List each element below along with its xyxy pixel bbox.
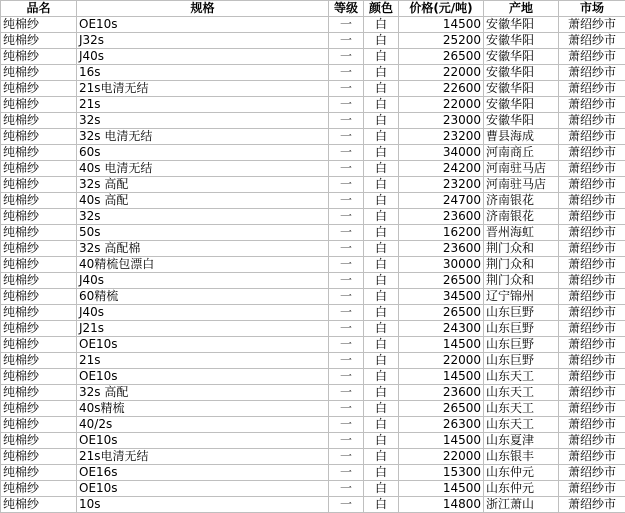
cell-spec: 21s bbox=[77, 97, 329, 113]
cell-price: 22000 bbox=[399, 65, 484, 81]
cell-origin: 安徽华阳 bbox=[484, 17, 559, 33]
cell-grade: 一 bbox=[329, 401, 364, 417]
cell-name: 纯棉纱 bbox=[1, 369, 77, 385]
table-row bbox=[1, 417, 625, 433]
cell-color: 白 bbox=[364, 273, 399, 289]
cell-market: 萧绍纱市 bbox=[559, 481, 625, 497]
cell-spec: 21s电清无结 bbox=[77, 81, 329, 97]
cell-spec: 21s bbox=[77, 353, 329, 369]
cell-grade: 一 bbox=[329, 385, 364, 401]
cell-origin: 山东巨野 bbox=[484, 321, 559, 337]
cell-spec: 60精梳 bbox=[77, 289, 329, 305]
cell-grade: 一 bbox=[329, 465, 364, 481]
cell-price: 30000 bbox=[399, 257, 484, 273]
cell-price: 23000 bbox=[399, 113, 484, 129]
table-row bbox=[1, 273, 625, 289]
cell-color: 白 bbox=[364, 321, 399, 337]
table-row bbox=[1, 369, 625, 385]
cell-origin: 荆门众和 bbox=[484, 273, 559, 289]
cell-grade: 一 bbox=[329, 225, 364, 241]
cell-origin: 河南商丘 bbox=[484, 145, 559, 161]
cell-grade: 一 bbox=[329, 129, 364, 145]
cell-price: 14500 bbox=[399, 337, 484, 353]
table-row bbox=[1, 17, 625, 33]
cell-spec: OE10s bbox=[77, 337, 329, 353]
table-row bbox=[1, 321, 625, 337]
cell-origin: 山东仲元 bbox=[484, 465, 559, 481]
cell-color: 白 bbox=[364, 129, 399, 145]
cell-price: 23600 bbox=[399, 209, 484, 225]
header-market: 市场 bbox=[559, 1, 625, 17]
cell-market: 萧绍纱市 bbox=[559, 385, 625, 401]
table-row bbox=[1, 65, 625, 81]
cell-origin: 安徽华阳 bbox=[484, 97, 559, 113]
table-row bbox=[1, 337, 625, 353]
cell-origin: 济南银花 bbox=[484, 209, 559, 225]
cell-price: 16200 bbox=[399, 225, 484, 241]
cell-spec: J40s bbox=[77, 305, 329, 321]
cell-price: 22000 bbox=[399, 353, 484, 369]
cell-market: 萧绍纱市 bbox=[559, 305, 625, 321]
cell-price: 23200 bbox=[399, 129, 484, 145]
cell-price: 34000 bbox=[399, 145, 484, 161]
cell-price: 34500 bbox=[399, 289, 484, 305]
table-row bbox=[1, 481, 625, 497]
cell-grade: 一 bbox=[329, 145, 364, 161]
cell-market: 萧绍纱市 bbox=[559, 17, 625, 33]
table-row bbox=[1, 241, 625, 257]
cell-market: 萧绍纱市 bbox=[559, 465, 625, 481]
cell-grade: 一 bbox=[329, 273, 364, 289]
header-origin: 产地 bbox=[484, 1, 559, 17]
cell-price: 24200 bbox=[399, 161, 484, 177]
cell-name: 纯棉纱 bbox=[1, 481, 77, 497]
cell-market: 萧绍纱市 bbox=[559, 353, 625, 369]
cell-grade: 一 bbox=[329, 17, 364, 33]
table-row bbox=[1, 129, 625, 145]
cell-origin: 辽宁锦州 bbox=[484, 289, 559, 305]
cell-origin: 山东巨野 bbox=[484, 337, 559, 353]
cell-origin: 安徽华阳 bbox=[484, 81, 559, 97]
cell-origin: 河南驻马店 bbox=[484, 161, 559, 177]
cell-price: 14500 bbox=[399, 481, 484, 497]
cell-market: 萧绍纱市 bbox=[559, 241, 625, 257]
cell-name: 纯棉纱 bbox=[1, 305, 77, 321]
cell-spec: J32s bbox=[77, 33, 329, 49]
cell-spec: 32s 高配 bbox=[77, 177, 329, 193]
cell-price: 26500 bbox=[399, 305, 484, 321]
cell-grade: 一 bbox=[329, 305, 364, 321]
cell-name: 纯棉纱 bbox=[1, 129, 77, 145]
cell-spec: OE10s bbox=[77, 481, 329, 497]
cell-spec: 40s 电清无结 bbox=[77, 161, 329, 177]
cell-market: 萧绍纱市 bbox=[559, 145, 625, 161]
cell-name: 纯棉纱 bbox=[1, 49, 77, 65]
table-row bbox=[1, 305, 625, 321]
cell-grade: 一 bbox=[329, 241, 364, 257]
cell-grade: 一 bbox=[329, 177, 364, 193]
cell-price: 22600 bbox=[399, 81, 484, 97]
cell-market: 萧绍纱市 bbox=[559, 449, 625, 465]
cell-spec: OE10s bbox=[77, 433, 329, 449]
cell-market: 萧绍纱市 bbox=[559, 161, 625, 177]
cell-spec: 21s电清无结 bbox=[77, 449, 329, 465]
cell-market: 萧绍纱市 bbox=[559, 225, 625, 241]
cell-spec: OE10s bbox=[77, 369, 329, 385]
cell-name: 纯棉纱 bbox=[1, 97, 77, 113]
header-color: 颜色 bbox=[364, 1, 399, 17]
cell-origin: 晋州海虹 bbox=[484, 225, 559, 241]
cell-color: 白 bbox=[364, 401, 399, 417]
cell-name: 纯棉纱 bbox=[1, 145, 77, 161]
cell-price: 14500 bbox=[399, 433, 484, 449]
cell-grade: 一 bbox=[329, 33, 364, 49]
cell-spec: OE16s bbox=[77, 465, 329, 481]
cell-name: 纯棉纱 bbox=[1, 33, 77, 49]
cell-grade: 一 bbox=[329, 209, 364, 225]
cell-market: 萧绍纱市 bbox=[559, 337, 625, 353]
cell-color: 白 bbox=[364, 113, 399, 129]
cell-name: 纯棉纱 bbox=[1, 81, 77, 97]
cell-origin: 安徽华阳 bbox=[484, 33, 559, 49]
cell-price: 24700 bbox=[399, 193, 484, 209]
cell-color: 白 bbox=[364, 353, 399, 369]
cell-spec: 60s bbox=[77, 145, 329, 161]
table-row bbox=[1, 385, 625, 401]
cell-spec: J40s bbox=[77, 49, 329, 65]
cell-color: 白 bbox=[364, 497, 399, 513]
table-row bbox=[1, 289, 625, 305]
header-grade: 等级 bbox=[329, 1, 364, 17]
cell-spec: 40/2s bbox=[77, 417, 329, 433]
cell-color: 白 bbox=[364, 33, 399, 49]
cell-market: 萧绍纱市 bbox=[559, 193, 625, 209]
cell-price: 26500 bbox=[399, 273, 484, 289]
cell-color: 白 bbox=[364, 417, 399, 433]
cell-grade: 一 bbox=[329, 113, 364, 129]
cell-name: 纯棉纱 bbox=[1, 497, 77, 513]
cell-origin: 浙江萧山 bbox=[484, 497, 559, 513]
cell-origin: 济南银花 bbox=[484, 193, 559, 209]
cell-market: 萧绍纱市 bbox=[559, 433, 625, 449]
cell-color: 白 bbox=[364, 465, 399, 481]
table-row bbox=[1, 145, 625, 161]
cell-grade: 一 bbox=[329, 161, 364, 177]
cell-name: 纯棉纱 bbox=[1, 385, 77, 401]
cell-color: 白 bbox=[364, 337, 399, 353]
cell-price: 25200 bbox=[399, 33, 484, 49]
cell-name: 纯棉纱 bbox=[1, 241, 77, 257]
cell-origin: 荆门众和 bbox=[484, 241, 559, 257]
cell-market: 萧绍纱市 bbox=[559, 129, 625, 145]
cell-market: 萧绍纱市 bbox=[559, 369, 625, 385]
header-row bbox=[1, 1, 625, 17]
cell-name: 纯棉纱 bbox=[1, 161, 77, 177]
cell-name: 纯棉纱 bbox=[1, 177, 77, 193]
cell-name: 纯棉纱 bbox=[1, 209, 77, 225]
cell-color: 白 bbox=[364, 81, 399, 97]
cell-market: 萧绍纱市 bbox=[559, 321, 625, 337]
cell-color: 白 bbox=[364, 177, 399, 193]
cell-name: 纯棉纱 bbox=[1, 273, 77, 289]
cell-color: 白 bbox=[364, 193, 399, 209]
header-name: 品名 bbox=[1, 1, 77, 17]
table-row bbox=[1, 113, 625, 129]
cell-origin: 山东天工 bbox=[484, 385, 559, 401]
cell-spec: 10s bbox=[77, 497, 329, 513]
cell-color: 白 bbox=[364, 17, 399, 33]
cell-spec: 32s 高配 bbox=[77, 385, 329, 401]
cell-origin: 山东天工 bbox=[484, 401, 559, 417]
table-row bbox=[1, 49, 625, 65]
cell-price: 14500 bbox=[399, 369, 484, 385]
cell-price: 23200 bbox=[399, 177, 484, 193]
cell-spec: 32s 高配棉 bbox=[77, 241, 329, 257]
cell-market: 萧绍纱市 bbox=[559, 177, 625, 193]
cell-name: 纯棉纱 bbox=[1, 337, 77, 353]
cell-grade: 一 bbox=[329, 193, 364, 209]
cell-name: 纯棉纱 bbox=[1, 17, 77, 33]
cell-spec: 32s 电清无结 bbox=[77, 129, 329, 145]
cell-origin: 山东银丰 bbox=[484, 449, 559, 465]
header-spec: 规格 bbox=[77, 1, 329, 17]
cell-market: 萧绍纱市 bbox=[559, 497, 625, 513]
cell-market: 萧绍纱市 bbox=[559, 401, 625, 417]
cell-origin: 山东夏津 bbox=[484, 433, 559, 449]
cell-grade: 一 bbox=[329, 433, 364, 449]
cell-market: 萧绍纱市 bbox=[559, 113, 625, 129]
cell-grade: 一 bbox=[329, 321, 364, 337]
cell-grade: 一 bbox=[329, 97, 364, 113]
table-row bbox=[1, 433, 625, 449]
cell-grade: 一 bbox=[329, 449, 364, 465]
cell-origin: 安徽华阳 bbox=[484, 65, 559, 81]
cell-spec: 40精梳包漂白 bbox=[77, 257, 329, 273]
cell-grade: 一 bbox=[329, 81, 364, 97]
cell-grade: 一 bbox=[329, 353, 364, 369]
cell-market: 萧绍纱市 bbox=[559, 209, 625, 225]
table-row bbox=[1, 81, 625, 97]
cell-color: 白 bbox=[364, 97, 399, 113]
cell-name: 纯棉纱 bbox=[1, 449, 77, 465]
cell-origin: 曹县海成 bbox=[484, 129, 559, 145]
cell-name: 纯棉纱 bbox=[1, 353, 77, 369]
table-row bbox=[1, 193, 625, 209]
cell-color: 白 bbox=[364, 449, 399, 465]
table-row bbox=[1, 401, 625, 417]
table-row bbox=[1, 177, 625, 193]
cell-color: 白 bbox=[364, 433, 399, 449]
cell-market: 萧绍纱市 bbox=[559, 273, 625, 289]
cell-name: 纯棉纱 bbox=[1, 417, 77, 433]
cell-price: 23600 bbox=[399, 385, 484, 401]
cell-market: 萧绍纱市 bbox=[559, 417, 625, 433]
cell-color: 白 bbox=[364, 241, 399, 257]
cell-name: 纯棉纱 bbox=[1, 225, 77, 241]
cell-color: 白 bbox=[364, 369, 399, 385]
cell-origin: 山东巨野 bbox=[484, 353, 559, 369]
cell-grade: 一 bbox=[329, 65, 364, 81]
cell-market: 萧绍纱市 bbox=[559, 97, 625, 113]
cell-price: 23600 bbox=[399, 241, 484, 257]
cell-origin: 安徽华阳 bbox=[484, 113, 559, 129]
cell-origin: 河南驻马店 bbox=[484, 177, 559, 193]
cell-spec: 40s精梳 bbox=[77, 401, 329, 417]
table-body bbox=[1, 17, 625, 513]
table-row bbox=[1, 465, 625, 481]
cell-price: 14800 bbox=[399, 497, 484, 513]
cell-color: 白 bbox=[364, 145, 399, 161]
cell-name: 纯棉纱 bbox=[1, 433, 77, 449]
cell-spec: 40s 高配 bbox=[77, 193, 329, 209]
cell-name: 纯棉纱 bbox=[1, 321, 77, 337]
cell-price: 14500 bbox=[399, 17, 484, 33]
cell-origin: 山东天工 bbox=[484, 369, 559, 385]
table-row bbox=[1, 497, 625, 513]
cell-grade: 一 bbox=[329, 481, 364, 497]
header-price: 价格(元/吨) bbox=[399, 1, 484, 17]
cell-origin: 荆门众和 bbox=[484, 257, 559, 273]
cell-color: 白 bbox=[364, 161, 399, 177]
cell-price: 26500 bbox=[399, 49, 484, 65]
cell-name: 纯棉纱 bbox=[1, 465, 77, 481]
cell-color: 白 bbox=[364, 257, 399, 273]
cell-market: 萧绍纱市 bbox=[559, 65, 625, 81]
cell-price: 24300 bbox=[399, 321, 484, 337]
cell-name: 纯棉纱 bbox=[1, 257, 77, 273]
cell-origin: 山东天工 bbox=[484, 417, 559, 433]
cell-color: 白 bbox=[364, 65, 399, 81]
cell-origin: 安徽华阳 bbox=[484, 49, 559, 65]
cell-spec: J40s bbox=[77, 273, 329, 289]
table-row bbox=[1, 257, 625, 273]
cell-grade: 一 bbox=[329, 497, 364, 513]
cell-grade: 一 bbox=[329, 369, 364, 385]
cell-color: 白 bbox=[364, 289, 399, 305]
cell-color: 白 bbox=[364, 385, 399, 401]
cell-market: 萧绍纱市 bbox=[559, 81, 625, 97]
cell-spec: 50s bbox=[77, 225, 329, 241]
cell-market: 萧绍纱市 bbox=[559, 33, 625, 49]
cell-price: 26300 bbox=[399, 417, 484, 433]
cell-market: 萧绍纱市 bbox=[559, 289, 625, 305]
cell-spec: 16s bbox=[77, 65, 329, 81]
table-row bbox=[1, 449, 625, 465]
table-row bbox=[1, 97, 625, 113]
cell-price: 15300 bbox=[399, 465, 484, 481]
cell-color: 白 bbox=[364, 49, 399, 65]
cell-name: 纯棉纱 bbox=[1, 289, 77, 305]
table-row bbox=[1, 353, 625, 369]
cell-grade: 一 bbox=[329, 417, 364, 433]
cell-market: 萧绍纱市 bbox=[559, 257, 625, 273]
cell-spec: J21s bbox=[77, 321, 329, 337]
cell-price: 22000 bbox=[399, 97, 484, 113]
cell-spec: 32s bbox=[77, 113, 329, 129]
cell-market: 萧绍纱市 bbox=[559, 49, 625, 65]
cell-color: 白 bbox=[364, 481, 399, 497]
cell-name: 纯棉纱 bbox=[1, 193, 77, 209]
table-row bbox=[1, 33, 625, 49]
cell-origin: 山东仲元 bbox=[484, 481, 559, 497]
cell-name: 纯棉纱 bbox=[1, 401, 77, 417]
cell-origin: 山东巨野 bbox=[484, 305, 559, 321]
cell-color: 白 bbox=[364, 225, 399, 241]
cell-name: 纯棉纱 bbox=[1, 65, 77, 81]
table-row bbox=[1, 209, 625, 225]
cell-color: 白 bbox=[364, 209, 399, 225]
cell-spec: 32s bbox=[77, 209, 329, 225]
cell-spec: OE10s bbox=[77, 17, 329, 33]
table-row bbox=[1, 161, 625, 177]
cell-grade: 一 bbox=[329, 337, 364, 353]
cell-price: 26500 bbox=[399, 401, 484, 417]
cell-grade: 一 bbox=[329, 289, 364, 305]
cell-color: 白 bbox=[364, 305, 399, 321]
cell-name: 纯棉纱 bbox=[1, 113, 77, 129]
cell-price: 22000 bbox=[399, 449, 484, 465]
cell-grade: 一 bbox=[329, 49, 364, 65]
table-row bbox=[1, 225, 625, 241]
cell-grade: 一 bbox=[329, 257, 364, 273]
